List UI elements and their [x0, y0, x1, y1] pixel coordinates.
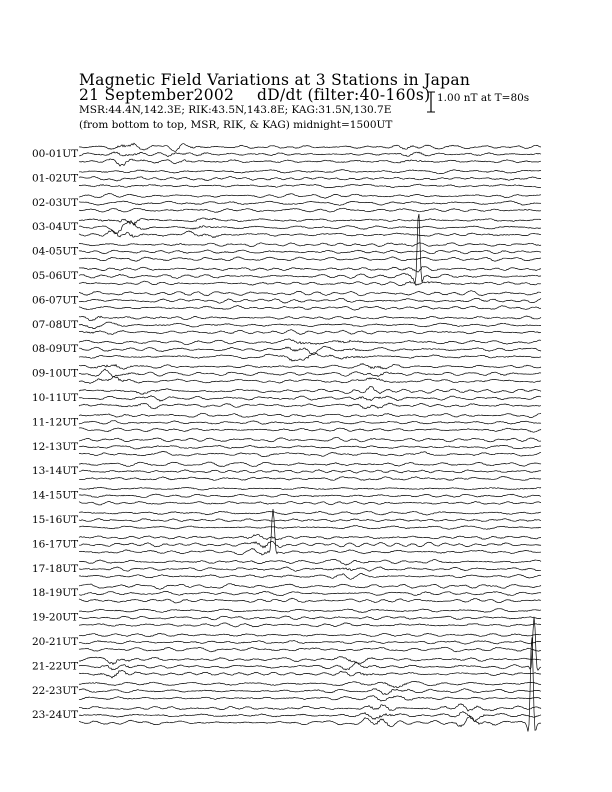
- hour-label: 09-10UT: [32, 367, 79, 380]
- trace-KAG: [79, 559, 541, 565]
- hour-label: 07-08UT: [32, 318, 79, 331]
- trace-RIK: [79, 421, 541, 425]
- hour-label: 23-24UT: [32, 709, 79, 722]
- hour-group-04-05UT: [32, 243, 541, 262]
- hour-group-16-17UT: [32, 509, 541, 555]
- trace-MSR: [79, 647, 541, 652]
- trace-KAG: [79, 316, 541, 321]
- trace-KAG: [79, 267, 541, 273]
- hour-label: 02-03UT: [32, 196, 79, 209]
- hour-group-07-08UT: [32, 316, 541, 335]
- hour-label: 01-02UT: [32, 172, 79, 185]
- trace-MSR: [79, 573, 541, 579]
- trace-MSR: [79, 281, 541, 286]
- trace-MSR: [79, 670, 541, 678]
- trace-MSR: [79, 184, 541, 188]
- trace-MSR: [79, 257, 541, 261]
- trace-MSR: [79, 598, 541, 603]
- trace-MSR: [79, 477, 541, 481]
- hour-label: 05-06UT: [32, 270, 79, 282]
- trace-RIK: [79, 298, 541, 303]
- trace-MSR: [79, 330, 541, 335]
- hour-group-12-13UT: [32, 437, 541, 456]
- hour-group-15-16UT: [32, 511, 541, 529]
- trace-RIK: [79, 152, 541, 157]
- hour-label: 20-21UT: [32, 636, 79, 648]
- trace-KAG: [79, 243, 541, 247]
- trace-RIK: [79, 712, 541, 722]
- trace-RIK: [79, 641, 541, 645]
- trace-KAG: [79, 609, 541, 613]
- order-note: (from bottom to top, MSR, RIK, & KAG) midnight=1500UT: [79, 119, 393, 131]
- hour-group-20-21UT: [32, 633, 541, 652]
- trace-RIK: [79, 396, 541, 402]
- hour-group-18-19UT: [32, 584, 541, 603]
- trace-RIK: [79, 177, 541, 182]
- hour-label: 19-20UT: [32, 611, 79, 624]
- trace-MSR: [79, 208, 541, 212]
- trace-RIK: [79, 221, 541, 234]
- trace-RIK: [79, 617, 541, 670]
- hour-group-09-10UT: [32, 364, 541, 384]
- hour-label: 22-23UT: [32, 684, 79, 697]
- trace-RIK: [79, 214, 541, 284]
- hour-group-19-20UT: [32, 609, 541, 627]
- stations-line: MSR:44.4N,142.3E; RIK:43.5N,143.8E; KAG:31.5N,130.7E: [79, 104, 392, 116]
- hour-label: 18-19UT: [32, 587, 79, 600]
- trace-KAG: [79, 291, 541, 296]
- hour-label: 11-12UT: [32, 416, 79, 429]
- hour-label: 16-17UT: [32, 538, 79, 551]
- trace-KAG: [79, 339, 541, 345]
- trace-MSR: [79, 353, 541, 361]
- hour-group-17-18UT: [32, 559, 541, 579]
- trace-KAG: [79, 633, 541, 636]
- hour-group-01-02UT: [32, 170, 541, 188]
- trace-MSR: [79, 428, 541, 433]
- hour-label: 13-14UT: [32, 465, 79, 478]
- trace-RIK: [79, 201, 541, 205]
- hour-label: 03-04UT: [32, 221, 79, 234]
- trace-KAG: [79, 364, 541, 370]
- trace-KAG: [79, 704, 541, 711]
- hour-group-11-12UT: [32, 413, 541, 432]
- trace-RIK: [79, 369, 541, 377]
- trace-RIK: [79, 616, 541, 620]
- trace-RIK: [79, 591, 541, 595]
- trace-KAG: [79, 462, 541, 467]
- trace-RIK: [79, 470, 541, 473]
- trace-RIK: [79, 346, 541, 353]
- hour-label: 15-16UT: [32, 514, 79, 526]
- hour-label: 10-11UT: [32, 392, 79, 404]
- hour-label: 17-18UT: [32, 562, 79, 575]
- trace-RIK: [79, 567, 541, 571]
- trace-MSR: [79, 376, 541, 383]
- hour-group-05-06UT: [32, 214, 541, 286]
- trace-RIK: [79, 519, 541, 522]
- hour-label: 00-01UT: [32, 148, 79, 160]
- trace-MSR: [79, 159, 541, 166]
- hour-group-10-11UT: [32, 386, 541, 408]
- hour-label: 21-22UT: [32, 660, 79, 673]
- trace-MSR: [79, 509, 541, 555]
- hour-label: 12-13UT: [32, 440, 79, 453]
- trace-KAG: [79, 218, 541, 224]
- trace-KAG: [79, 143, 541, 151]
- hour-group-03-04UT: [32, 218, 541, 238]
- date-label: 21 September2002: [79, 86, 235, 104]
- trace-MSR: [79, 306, 541, 311]
- trace-KAG: [79, 170, 541, 174]
- trace-RIK: [79, 689, 541, 695]
- trace-KAG: [79, 437, 541, 442]
- trace-KAG: [79, 487, 541, 490]
- trace-KAG: [79, 681, 541, 687]
- trace-MSR: [79, 637, 541, 731]
- trace-KAG: [79, 657, 541, 665]
- trace-MSR: [79, 403, 541, 409]
- hour-group-02-03UT: [32, 193, 541, 212]
- hour-group-22-23UT: [32, 681, 541, 701]
- trace-KAG: [79, 534, 541, 539]
- trace-KAG: [79, 193, 541, 198]
- trace-MSR: [79, 623, 541, 627]
- hour-group-00-01UT: [32, 143, 541, 166]
- trace-RIK: [79, 541, 541, 548]
- component-label: dD/dt (filter:40-160s): [257, 86, 431, 104]
- scale-label: 1.00 nT at T=80s: [437, 92, 530, 104]
- hour-group-13-14UT: [32, 462, 541, 480]
- trace-KAG: [79, 413, 541, 417]
- trace-MSR: [79, 501, 541, 505]
- hour-group-08-09UT: [32, 339, 541, 361]
- trace-RIK: [79, 494, 541, 497]
- hour-label: 06-07UT: [32, 294, 79, 307]
- trace-KAG: [79, 511, 541, 515]
- trace-KAG: [79, 386, 541, 394]
- trace-RIK: [79, 250, 541, 254]
- hour-label: 08-09UT: [32, 343, 79, 356]
- chart-title: Magnetic Field Variations at 3 Stations in Japan: [79, 71, 471, 89]
- trace-KAG: [79, 584, 541, 590]
- trace-MSR: [79, 525, 541, 529]
- trace-RIK: [79, 322, 541, 329]
- hour-group-14-15UT: [32, 487, 541, 505]
- trace-MSR: [79, 230, 541, 238]
- hour-label: 04-05UT: [32, 245, 79, 258]
- hour-group-06-07UT: [32, 291, 541, 311]
- hour-label: 14-15UT: [32, 489, 79, 502]
- trace-MSR: [79, 696, 541, 702]
- trace-RIK: [79, 445, 541, 449]
- trace-MSR: [79, 451, 541, 456]
